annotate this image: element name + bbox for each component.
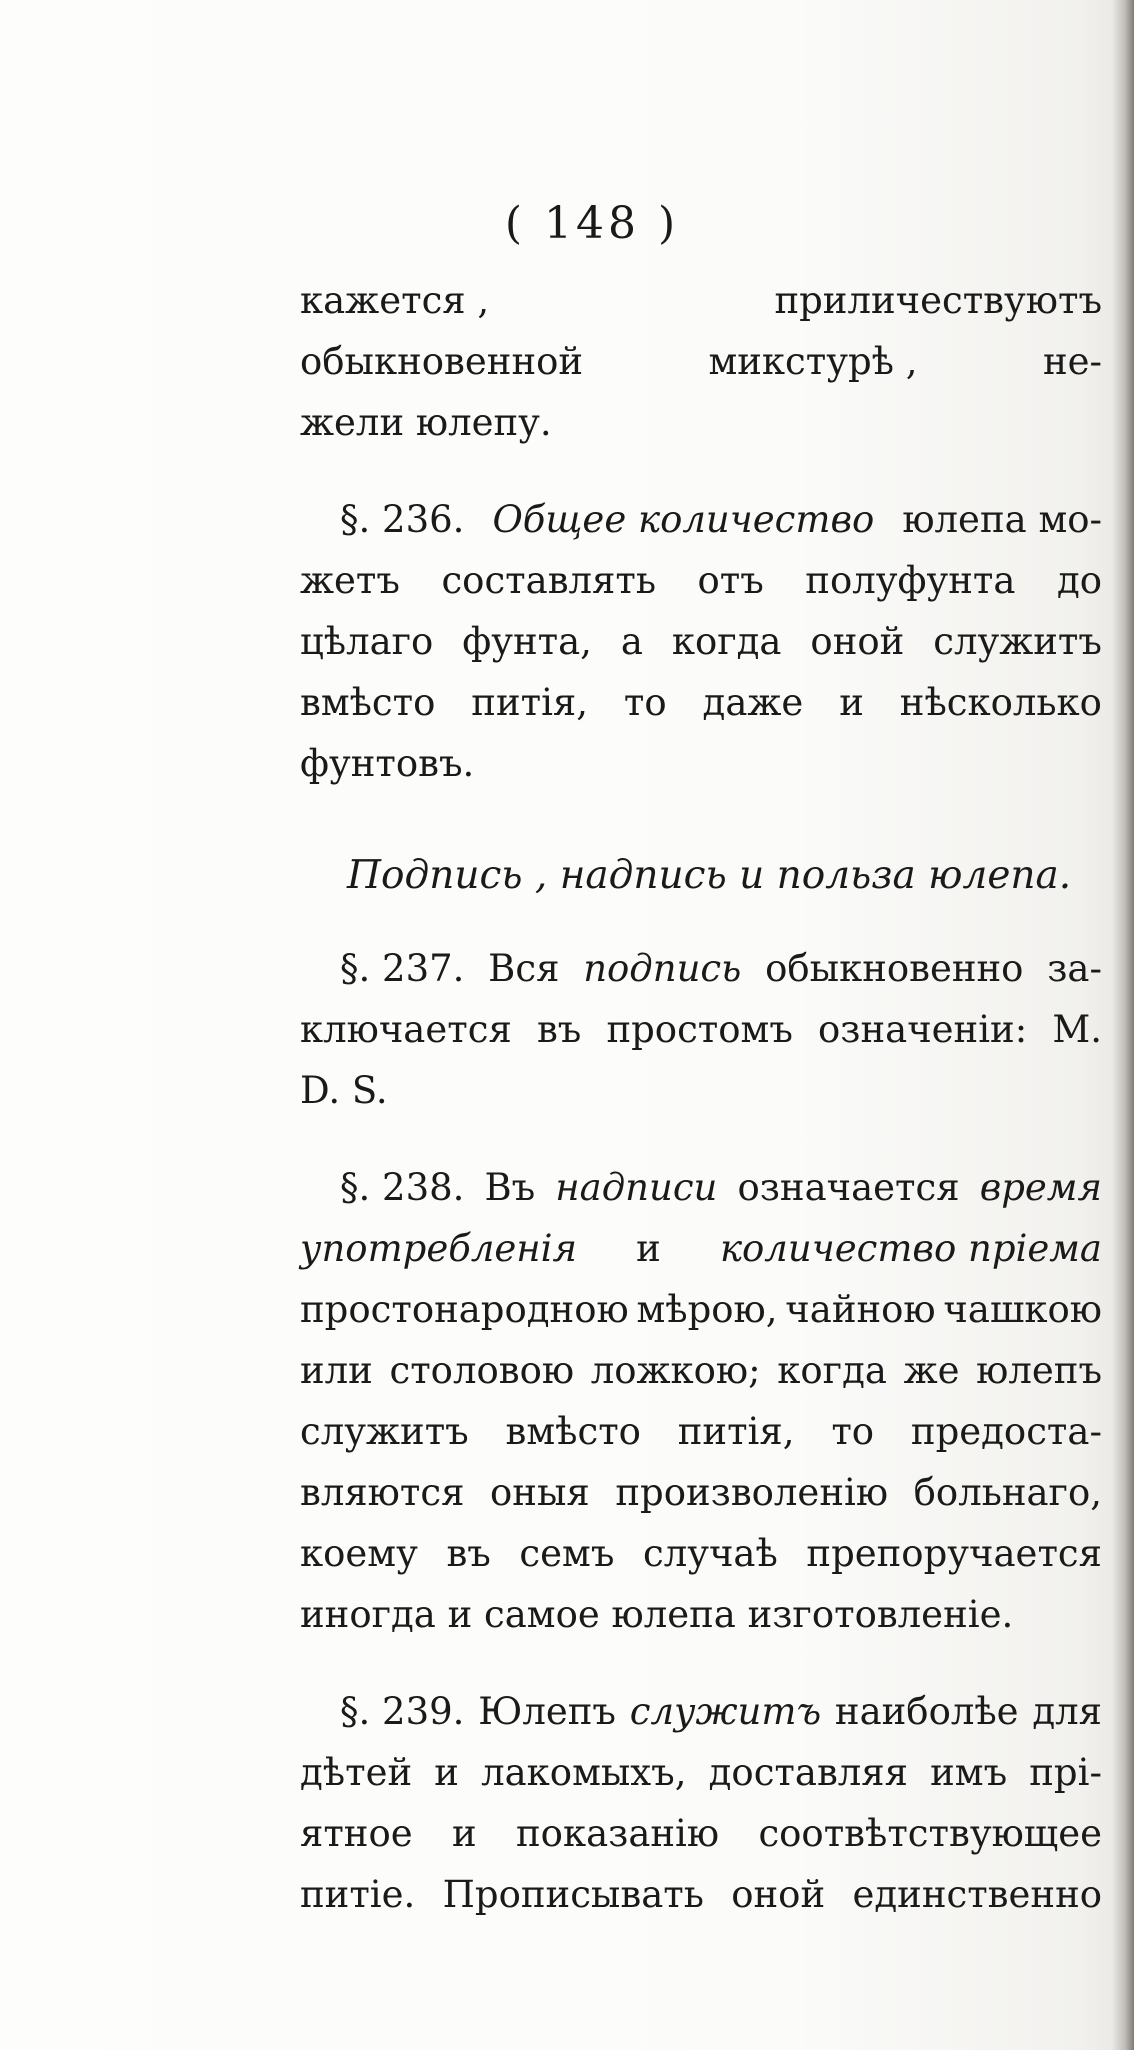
emphasis-text: подпись [583, 947, 742, 990]
section-heading: Подпись , надпись и польза юлепа. [347, 853, 1072, 898]
text-line: употребленія и количество пріема [300, 1218, 1102, 1279]
text-line: или столовою ложкою; когда же юлепъ [300, 1349, 1102, 1392]
text-line: ключается въ простомъ означеніи: М. [300, 1008, 1102, 1051]
carry-over-text [300, 270, 1102, 453]
text-line: ятное и показанію соотвѣтствующее [300, 1812, 1102, 1855]
text-line: дѣтей и лакомыхъ, доставляя имъ прі- [300, 1751, 1102, 1794]
text-line: вляются оныя произволенію больнаго, [300, 1471, 1102, 1514]
page-body [300, 270, 1102, 1925]
page-edge-shadow [1112, 0, 1134, 2050]
emphasis-text: Общее количество [492, 498, 875, 541]
text-line: цѣлаго фунта, а когда оной служитъ [300, 620, 1102, 663]
text-line: §. 239. Юлепъ служитъ наиболѣе для [340, 1681, 1102, 1742]
emphasis-text: надписи [555, 1166, 718, 1209]
text-line: D. S. [300, 1069, 388, 1112]
text-line: иногда и самое юлепа изготовленіе. [300, 1593, 1014, 1636]
emphasis-text: служитъ [629, 1690, 822, 1733]
section-number: §. 238. [340, 1166, 465, 1209]
emphasis-text: время [979, 1166, 1102, 1209]
text-line: жели юлепу. [300, 401, 552, 444]
paragraph-239 [300, 1681, 1102, 1925]
text-line: §. 237. Вся подпись обыкновенно за- [340, 938, 1102, 999]
text-line: питіе. Прописывать оной единственно [300, 1873, 1102, 1916]
paragraph-236 [300, 489, 1102, 794]
text-line: §. 238. Въ надписи означается время [340, 1157, 1102, 1218]
emphasis-text: количество пріема [719, 1227, 1102, 1270]
text-line: простонародною мѣрою, чайною чашкою [300, 1288, 1102, 1331]
paragraph-237 [300, 938, 1102, 1121]
section-number: §. 236. [340, 498, 465, 541]
text-line: коему въ семъ случаѣ препоручается [300, 1532, 1102, 1575]
text-line: вмѣсто питія, то даже и нѣсколько [300, 681, 1102, 724]
text-line: фунтовъ. [300, 742, 475, 785]
text-line: §. 236. Общее количество юлепа мо- [340, 489, 1102, 550]
text-line: кажется , приличествуютъ [300, 279, 1102, 322]
emphasis-text: употребленія [300, 1227, 577, 1270]
text-line: обыкновенной микстурѣ , не- [300, 340, 1102, 383]
paragraph-238 [300, 1157, 1102, 1645]
text-line: служитъ вмѣсто питія, то предоста- [300, 1410, 1102, 1453]
page-number: ( 148 ) [504, 198, 680, 249]
text-line: жетъ составлять отъ полуфунта до [300, 559, 1102, 602]
section-number: §. 239. [340, 1690, 465, 1733]
section-number: §. 237. [340, 947, 465, 990]
